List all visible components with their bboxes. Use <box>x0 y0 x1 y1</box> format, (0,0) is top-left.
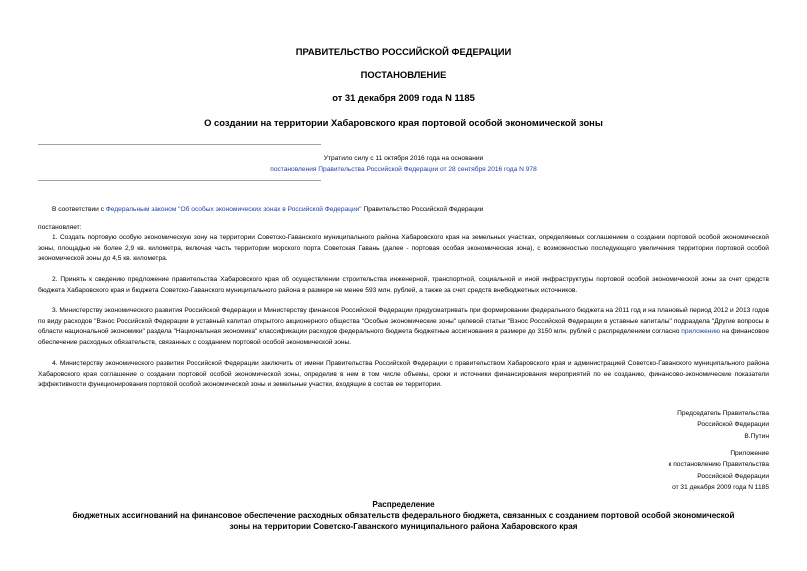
appendix-reference: к постановлению Правительства <box>668 461 769 469</box>
paragraph-1: 1. Создать портовую особую экономическую зону на территории Советско-Гаванского муниципального района Хабаровского края на земельных участках, определяемых соглашением о создании портовой особой экономической зоны, площадью не более 2,9 кв. километра, включая часть территории морского порта Советская Гавань (далее - портовая особая экономическая зона), с возможностью последующего увеличения территории портовой особой экономической зоны до 4,5 кв. километра. <box>38 234 769 263</box>
decree-word: постановляет: <box>38 224 82 231</box>
appendix-block <box>669 448 770 493</box>
signature-block <box>677 408 769 442</box>
appendix-organization: Российской Федерации <box>697 472 769 480</box>
document-title: О создании на территории Хабаровского края портовой особой экономической зоны <box>204 117 603 128</box>
preamble-lead: В соответствии с <box>52 206 106 213</box>
divider-bottom <box>38 180 321 181</box>
paragraph-3-tail: на финансовое обеспечение расходных обязательств, связанных с созданием портовой особой экономической зоны. <box>38 328 769 346</box>
signature-organization: Российской Федерации <box>697 421 769 429</box>
status-note-text: Утратило силу с 11 октября 2016 года на основании <box>323 155 484 162</box>
preamble-tail: Правительство Российской Федерации <box>361 206 484 213</box>
signature-name: В.Путин <box>744 432 769 440</box>
document-type: ПОСТАНОВЛЕНИЕ <box>360 69 447 80</box>
paragraph-4: 4. Министерству экономического развития Российской Федерации заключить от имени Правительства Российской Федерации с правительством Хабаровского края и администрацией Советско-Гаванского муниципального района Хабаровского края соглашение о создании портовой особой экономической зоны, определив в нем в том числе объемы, сроки и источники финансирования мероприятий по ее созданию, финансово-экономические показатели эффективности функционирования портовой особой экономической зоны и земельные участки, входящие в состав ее территории. <box>38 360 769 389</box>
divider-top <box>38 144 321 145</box>
paragraph-2: 2. Принять к сведению предложение правительства Хабаровского края об осуществлении строительства инженерной, транспортной, социальной и иной инфраструктуры портовой особой экономической зоны за счет средств бюджета Хабаровского края и бюджета Советско-Гаванского муниципального района в размере не менее 593 млн. рублей, а также за счет средств внебюджетных источников. <box>38 276 769 294</box>
repeal-decree-link[interactable]: постановления Правительства Российской Федерации от 28 сентября 2016 года N 978 <box>270 166 537 173</box>
distribution-line-1: бюджетных ассигнований на финансовое обеспечение расходных обязательств федерального бюджета, связанных с созданием портовой особой экономической <box>72 511 735 520</box>
federal-law-link[interactable]: Федеральным законом "Об особых экономических зонах в Российской Федерации" <box>105 206 362 213</box>
appendix-label: Приложение <box>730 450 769 457</box>
paragraph-3-text: 3. Министерству экономического развития Российской Федерации и Министерству финансов Российской Федерации предусматривать при формировании федерального бюджета на 2011 год и на плановый период 2012 и 2013 годов по виду расходов "Взнос Российской Федерации в уставный капитал открытого акционерного общества "Особые экономические зоны" целевой статьи "Взнос Российской Федерации в уставные капиталы" подраздела "Другие вопросы в области национальной экономики" раздела "Национальная экономика" классификации расходов федерального бюджета бюджетные ассигнования в размере до 3150 млн. рублей с распределением согласно <box>38 307 769 336</box>
preamble <box>52 205 483 216</box>
paragraph-3 <box>38 306 769 348</box>
document-date-number: от 31 декабря 2009 года N 1185 <box>332 92 475 103</box>
signature-position: Председатель Правительства <box>677 410 769 417</box>
appendix-date: от 31 декабря 2009 года N 1185 <box>672 483 769 491</box>
distribution-title: Распределение <box>372 500 435 509</box>
status-note-link-line <box>60 166 747 173</box>
distribution-line-2: зоны на территории Советско-Гаванского муниципального района Хабаровского края <box>229 522 578 531</box>
government-heading: ПРАВИТЕЛЬСТВО РОССИЙСКОЙ ФЕДЕРАЦИИ <box>295 46 512 57</box>
appendix-link[interactable]: приложению <box>681 328 721 336</box>
distribution-subtitle <box>20 510 787 532</box>
